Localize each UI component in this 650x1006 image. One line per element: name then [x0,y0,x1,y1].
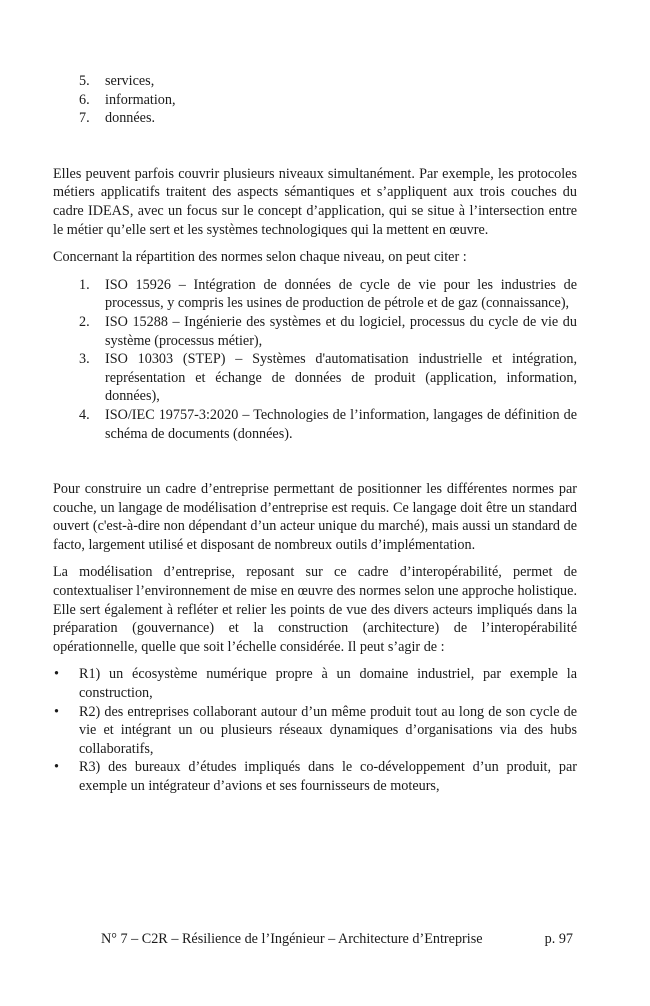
list-item [53,758,577,795]
list-item-text: R1) un écosystème numérique propre à un domaine industriel, par exemple la construction, [79,666,577,702]
list-item-text: R3) des bureaux d’études impliqués dans le co-développement d’un produit, par exemple un intégrateur d’avions et ses fournisseurs de moteurs, [79,759,577,794]
list-number: 5. [79,73,90,89]
list-item-text: R2) des entreprises collaborant autour d’un même produit tout au long de son cycle de vie et intégrant un ou plusieurs réseaux dynamiques d’organisations via des hubs collaboratifs, [79,703,577,757]
list-item [53,109,577,128]
list-item-text: services, [105,73,155,89]
list-number: 1. [79,276,90,293]
paragraph-norms-intro: Concernant la répartition des normes selon chaque niveau, on peut citer : [53,249,467,266]
list-number: 3. [79,351,90,368]
list-item [53,703,577,759]
list-item [53,350,577,406]
list-item [53,72,577,91]
list-number: 2. [79,313,90,330]
list-item-text: données. [105,110,156,127]
norms-numbered-list [53,276,577,443]
footer-title: N° 7 – C2R – Résilience de l’Ingénieur – Architecture d’Entreprise [101,931,483,947]
bullet-icon: • [54,703,59,720]
list-item-text: ISO 15288 – Ingénierie des systèmes et du logiciel, processus du cycle de vie du système (processus métier), [105,313,577,349]
list-item [53,665,577,702]
list-item-text: information, [105,91,176,108]
paragraph-multilevel: Elles peuvent parfois couvrir plusieurs niveaux simultanément. Par exemple, les protocoles métiers applicatifs traitent des aspects sémantiques et s’appliquent aux trois couches du cadre IDEAS, avec un focus sur le concept d’application, qui se situe à l’intersection entre le métier qu’elle sert et les systèmes technologiques qui la mettent en œuvre. [53,165,577,238]
list-number: 4. [79,406,90,423]
scope-bullet-list [53,665,577,795]
paragraph-enterprise-framework: Pour construire un cadre d’entreprise permettant de positionner les différentes normes par couche, un langage de modélisation d’entreprise est requis. Ce langage doit être un standard ouvert (c'est-à-dire non dépendant d’un acteur unique du marché), mais aussi un standard de facto, largement utilisé et disposant de nombreux outils d’implémentation. [53,481,577,553]
list-item [53,276,577,313]
bullet-icon: • [54,666,59,683]
list-item [53,313,577,350]
list-number: 7. [79,110,90,127]
list-item-text: ISO 15926 – Intégration de données de cycle de vie pour les industries de processus, y compris les usines de production de pétrole et de gaz (connaissance), [105,276,577,312]
list-number: 6. [79,91,90,108]
page-body [53,72,577,796]
list-item-text: ISO 10303 (STEP) – Systèmes d'automatisation industrielle et intégration, représentation et échange de données de produit (application, information, données), [105,351,577,405]
paragraph-enterprise-modeling: La modélisation d’entreprise, reposant sur ce cadre d’interopérabilité, permet de contextualiser l’environnement de mise en œuvre des normes selon une approche holistique. Elle sert également à refléter et relier les points de vue des divers acteurs impliqués dans la préparation (gouvernance) et la construction (architecture) de l’interopérabilité opérationnelle, quelle que soit l’échelle considérée. Il peut s’agir de : [53,564,577,655]
top-numbered-list [53,72,577,128]
bullet-icon: • [54,759,59,776]
page-number: p. 97 [544,931,573,947]
list-item [53,406,577,443]
list-item [53,91,577,110]
list-item-text: ISO/IEC 19757-3:2020 – Technologies de l’information, langages de définition de schéma de documents (données). [105,406,577,442]
